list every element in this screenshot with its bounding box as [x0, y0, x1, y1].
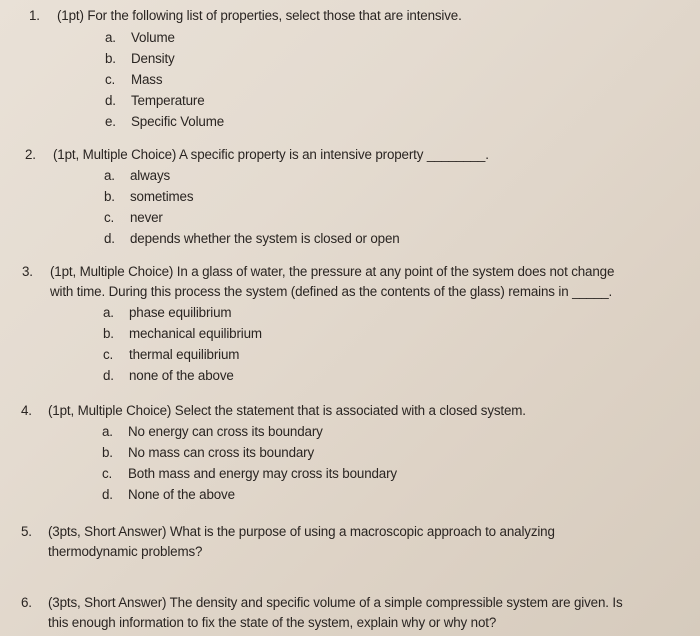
option-a	[104, 165, 700, 186]
question-2-header	[0, 145, 700, 165]
option-d	[102, 484, 700, 505]
option-label: No energy can cross its boundary	[128, 424, 323, 439]
option-label: Mass	[131, 72, 163, 87]
option-letter: c.	[102, 466, 113, 481]
option-a	[105, 27, 700, 48]
options-list	[102, 421, 700, 505]
option-letter: d.	[105, 93, 116, 108]
options-list	[104, 165, 700, 249]
option-label: mechanical equilibrium	[129, 326, 262, 341]
question-number: 6.	[21, 595, 32, 610]
question-text-line-1: (3pts, Short Answer) What is the purpose of using a macroscopic approach to analyzing	[48, 524, 555, 539]
option-label: Density	[131, 51, 175, 66]
question-1-header	[0, 6, 700, 26]
option-letter: e.	[105, 114, 116, 129]
question-number: 4.	[21, 403, 32, 418]
option-a	[103, 302, 700, 323]
option-letter: c.	[104, 210, 115, 225]
question-3-header	[0, 262, 700, 302]
question-2	[0, 145, 700, 249]
option-letter: a.	[105, 30, 116, 45]
question-1	[0, 6, 700, 132]
option-letter: b.	[103, 326, 114, 341]
option-d	[104, 228, 700, 249]
option-b	[102, 442, 700, 463]
option-b	[103, 323, 700, 344]
option-a	[102, 421, 700, 442]
option-label: None of the above	[128, 487, 235, 502]
question-text: (1pt) For the following list of properties, select those that are intensive.	[57, 8, 462, 23]
question-number: 3.	[22, 264, 33, 279]
question-6-header	[0, 593, 700, 633]
question-text: (1pt, Multiple Choice) A specific property is an intensive property ________.	[53, 147, 489, 162]
option-c	[102, 463, 700, 484]
option-letter: d.	[102, 487, 113, 502]
question-3	[0, 262, 700, 386]
options-list	[105, 27, 700, 132]
option-label: depends whether the system is closed or open	[130, 231, 400, 246]
option-letter: c.	[105, 72, 116, 87]
option-letter: b.	[105, 51, 116, 66]
question-number: 1.	[29, 8, 40, 23]
question-text-line-2: with time. During this process the system (defined as the contents of the glass) remains in _____.	[50, 284, 613, 299]
option-b	[104, 186, 700, 207]
option-label: none of the above	[129, 368, 234, 383]
option-label: phase equilibrium	[129, 305, 232, 320]
option-e	[105, 111, 700, 132]
options-list	[103, 302, 700, 386]
question-text-line-2: thermodynamic problems?	[48, 544, 203, 559]
option-c	[105, 69, 700, 90]
question-text: (1pt, Multiple Choice) Select the statement that is associated with a closed system.	[48, 403, 526, 418]
option-d	[105, 90, 700, 111]
option-label: No mass can cross its boundary	[128, 445, 315, 460]
option-label: always	[130, 168, 171, 183]
option-letter: a.	[103, 305, 114, 320]
option-letter: a.	[104, 168, 115, 183]
question-4	[0, 401, 700, 505]
option-d	[103, 365, 700, 386]
option-letter: d.	[103, 368, 114, 383]
question-4-header	[0, 401, 700, 421]
option-label: never	[130, 210, 163, 225]
option-label: Volume	[131, 30, 175, 45]
option-letter: c.	[103, 347, 114, 362]
option-label: Both mass and energy may cross its boundary	[128, 466, 397, 481]
option-letter: d.	[104, 231, 115, 246]
option-letter: b.	[104, 189, 115, 204]
question-6	[0, 593, 700, 633]
question-5	[0, 522, 700, 562]
option-label: thermal equilibrium	[129, 347, 240, 362]
question-number: 5.	[21, 524, 32, 539]
question-text-line-1: (1pt, Multiple Choice) In a glass of water, the pressure at any point of the system does not change	[50, 264, 615, 279]
option-letter: a.	[102, 424, 113, 439]
option-label: sometimes	[130, 189, 194, 204]
option-b	[105, 48, 700, 69]
question-number: 2.	[25, 147, 36, 162]
option-c	[103, 344, 700, 365]
option-c	[104, 207, 700, 228]
question-5-header	[0, 522, 700, 562]
question-text-line-2: this enough information to fix the state of the system, explain why or why not?	[48, 615, 497, 630]
option-label: Specific Volume	[131, 114, 225, 129]
option-letter: b.	[102, 445, 113, 460]
question-text-line-1: (3pts, Short Answer) The density and specific volume of a simple compressible system are given. Is	[48, 595, 623, 610]
option-label: Temperature	[131, 93, 205, 108]
